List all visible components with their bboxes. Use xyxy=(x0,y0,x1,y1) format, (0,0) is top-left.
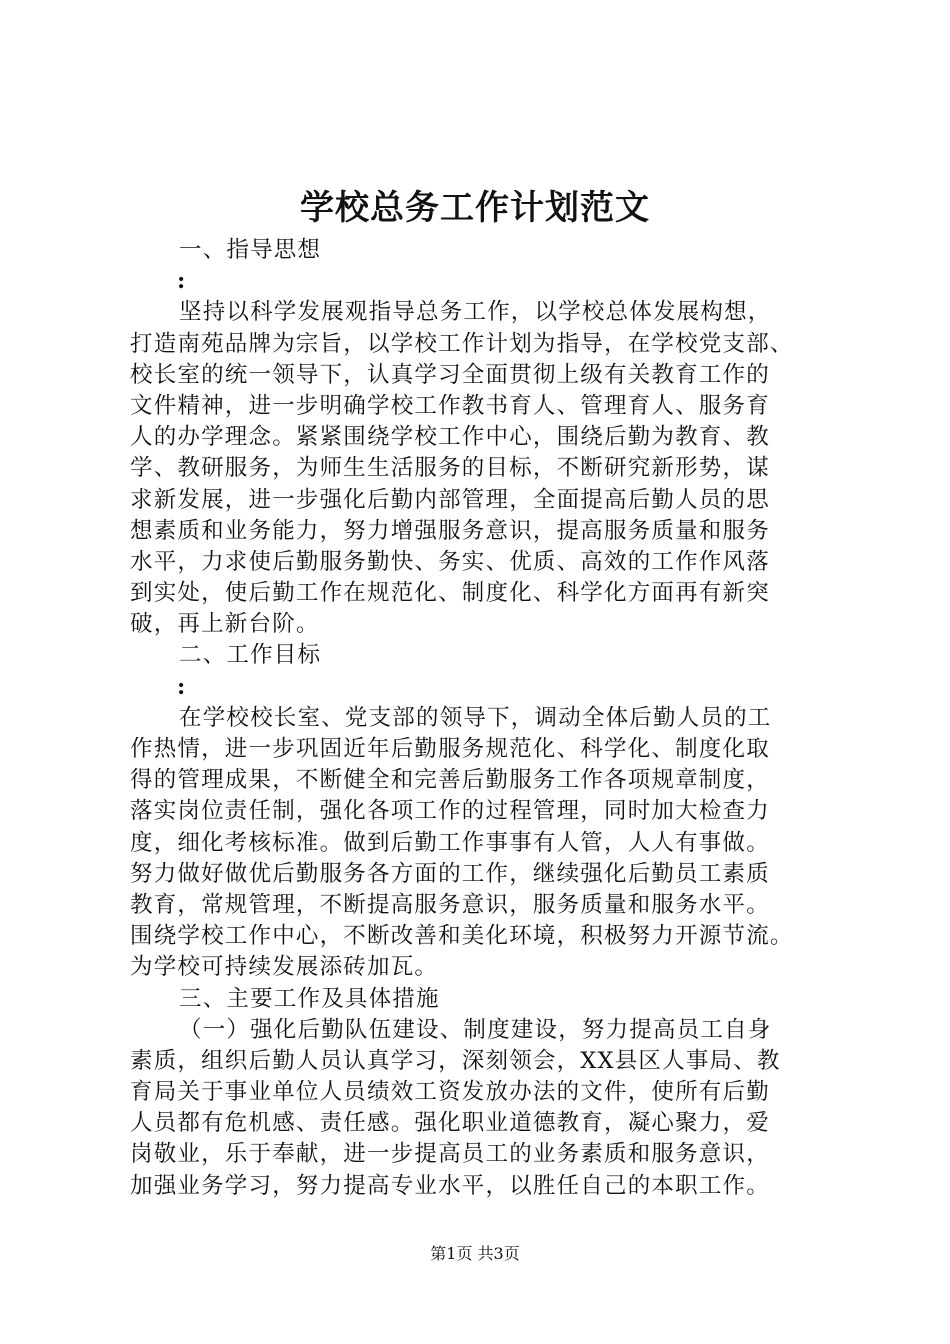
paragraph-line: 校长室的统一领导下，认真学习全面贯彻上级有关教育工作的 xyxy=(130,361,770,388)
paragraph-line: 文件精神，进一步明确学校工作教书育人、管理育人、服务育 xyxy=(130,392,770,419)
paragraph-line: 岗敬业，乐于奉献，进一步提高员工的业务素质和服务意识， xyxy=(130,1141,770,1168)
paragraph-line: 得的管理成果，不断健全和完善后勤服务工作各项规章制度， xyxy=(130,767,770,794)
paragraph-line: 素质，组织后勤人员认真学习，深刻领会，XX县区人事局、教 xyxy=(130,1047,781,1074)
paragraph-line: （一）强化后勤队伍建设、制度建设，努力提高员工自身 xyxy=(179,1016,772,1043)
paragraph-line: 到实处，使后勤工作在规范化、制度化、科学化方面再有新突 xyxy=(130,580,770,607)
paragraph-line: 努力做好做优后勤服务各方面的工作，继续强化后勤员工素质 xyxy=(130,860,770,887)
paragraph-line: 水平，力求使后勤服务勤快、务实、优质、高效的工作作风落 xyxy=(130,548,770,575)
paragraph-line: : xyxy=(177,268,187,295)
paragraph-line: 人员都有危机感、责任感。强化职业道德教育，凝心聚力，爱 xyxy=(130,1110,770,1137)
paragraph-line: 破，再上新台阶。 xyxy=(130,611,320,638)
paragraph-line: 围绕学校工作中心，不断改善和美化环境，积极努力开源节流。 xyxy=(130,923,794,950)
section-heading: 三、主要工作及具体措施 xyxy=(179,985,440,1012)
paragraph-line: 作热情，进一步巩固近年后勤服务规范化、科学化、制度化取 xyxy=(130,736,770,762)
paragraph-line: 教育，常规管理，不断提高服务意识，服务质量和服务水平。 xyxy=(130,891,770,918)
document-body xyxy=(130,235,850,1202)
paragraph-line: 求新发展，进一步强化后勤内部管理，全面提高后勤人员的思 xyxy=(130,486,770,513)
section-heading: 一、指导思想 xyxy=(179,237,322,263)
paragraph-line: 坚持以科学发展观指导总务工作，以学校总体发展构想， xyxy=(179,299,772,326)
paragraph-line: 想素质和业务能力，努力增强服务意识，提高服务质量和服务 xyxy=(130,517,770,544)
paragraph-line: : xyxy=(177,673,187,700)
paragraph-line: 学、教研服务，为师生生活服务的目标，不断研究新形势，谋 xyxy=(130,455,770,482)
paragraph-line: 人的办学理念。紧紧围绕学校工作中心，围绕后勤为教育、教 xyxy=(130,424,770,451)
paragraph-line: 为学校可持续发展添砖加瓦。 xyxy=(130,954,439,981)
paragraph-line: 度，细化考核标准。做到后勤工作事事有人管，人人有事做。 xyxy=(130,829,770,856)
paragraph-line: 落实岗位责任制，强化各项工作的过程管理，同时加大检查力 xyxy=(130,798,770,825)
paragraph-line: 在学校校长室、党支部的领导下，调动全体后勤人员的工 xyxy=(179,704,772,731)
paragraph-line: 加强业务学习，努力提高专业水平，以胜任自己的本职工作。 xyxy=(130,1172,770,1199)
document-title: 学校总务工作计划范文 xyxy=(300,188,650,228)
paragraph-line: 育局关于事业单位人员绩效工资发放办法的文件，使所有后勤 xyxy=(130,1079,770,1106)
section-heading: 二、工作目标 xyxy=(179,642,322,669)
paragraph-line: 打造南苑品牌为宗旨，以学校工作计划为指导，在学校党支部、 xyxy=(130,330,794,357)
page-footer: 第1页 共3页 xyxy=(430,1244,520,1263)
